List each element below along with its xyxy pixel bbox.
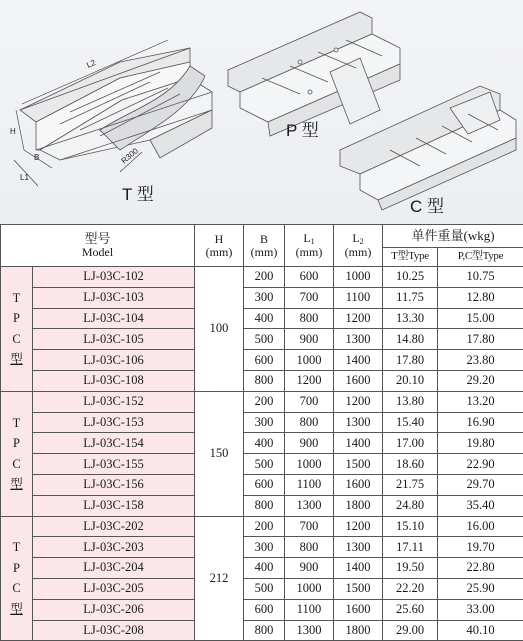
table-row bbox=[1, 370, 523, 391]
weight-pc-cell: 29.20 bbox=[438, 370, 523, 391]
table-row bbox=[1, 308, 523, 329]
l1-cell: 900 bbox=[285, 329, 334, 350]
l1-cell: 1000 bbox=[285, 350, 334, 371]
l2-cell: 1800 bbox=[334, 620, 383, 641]
model-cell: LJ-03C-205 bbox=[33, 578, 195, 599]
weight-pc-cell: 29.70 bbox=[438, 474, 523, 495]
type-char: C bbox=[1, 329, 32, 350]
header-l1-label: L bbox=[303, 231, 310, 245]
l2-cell: 1200 bbox=[334, 516, 383, 537]
table-row bbox=[1, 391, 523, 412]
l1-cell: 1200 bbox=[285, 370, 334, 391]
weight-t-cell: 17.11 bbox=[383, 537, 438, 558]
model-cell: LJ-03C-106 bbox=[33, 350, 195, 371]
weight-pc-cell: 13.20 bbox=[438, 391, 523, 412]
table-row bbox=[1, 558, 523, 579]
weight-t-cell: 14.80 bbox=[383, 329, 438, 350]
type-char: P bbox=[1, 558, 32, 579]
b-cell: 400 bbox=[244, 308, 285, 329]
p-type-label: P 型 bbox=[286, 121, 319, 140]
header-l2-label: L bbox=[352, 231, 359, 245]
l2-cell: 1200 bbox=[334, 308, 383, 329]
weight-pc-cell: 19.70 bbox=[438, 537, 523, 558]
weight-pc-cell: 15.00 bbox=[438, 308, 523, 329]
c-type-label: C 型 bbox=[410, 197, 444, 216]
table-row bbox=[1, 454, 523, 475]
header-l1-sub: 1 bbox=[311, 237, 315, 246]
model-cell: LJ-03C-105 bbox=[33, 329, 195, 350]
header-h-label: H bbox=[195, 233, 243, 246]
type-column-cell bbox=[1, 391, 33, 516]
weight-pc-cell: 16.00 bbox=[438, 516, 523, 537]
model-cell: LJ-03C-204 bbox=[33, 558, 195, 579]
weight-pc-cell: 12.80 bbox=[438, 287, 523, 308]
b-cell: 300 bbox=[244, 287, 285, 308]
l1-cell: 1300 bbox=[285, 620, 334, 641]
model-cell: LJ-03C-102 bbox=[33, 267, 195, 288]
l1-cell: 800 bbox=[285, 412, 334, 433]
header-l1-unit: (mm) bbox=[285, 246, 333, 259]
dim-l1-label: L1 bbox=[20, 173, 29, 182]
model-cell: LJ-03C-152 bbox=[33, 391, 195, 412]
table-row bbox=[1, 267, 523, 288]
l2-cell: 1500 bbox=[334, 454, 383, 475]
type-char: T bbox=[1, 537, 32, 558]
l2-cell: 1500 bbox=[334, 578, 383, 599]
model-cell: LJ-03C-156 bbox=[33, 474, 195, 495]
b-cell: 800 bbox=[244, 370, 285, 391]
model-cell: LJ-03C-206 bbox=[33, 599, 195, 620]
model-cell: LJ-03C-108 bbox=[33, 370, 195, 391]
weight-t-cell: 24.80 bbox=[383, 495, 438, 516]
b-cell: 500 bbox=[244, 329, 285, 350]
l1-cell: 900 bbox=[285, 558, 334, 579]
table-row bbox=[1, 599, 523, 620]
l1-cell: 1000 bbox=[285, 454, 334, 475]
header-l1 bbox=[285, 225, 334, 267]
b-cell: 400 bbox=[244, 558, 285, 579]
type-char: 型 bbox=[1, 474, 32, 495]
model-cell: LJ-03C-153 bbox=[33, 412, 195, 433]
table-row bbox=[1, 516, 523, 537]
dim-h-label: H bbox=[10, 127, 16, 136]
h-cell: 100 bbox=[195, 267, 244, 392]
weight-pc-cell: 16.90 bbox=[438, 412, 523, 433]
header-h bbox=[195, 225, 244, 267]
l2-cell: 1400 bbox=[334, 558, 383, 579]
b-cell: 200 bbox=[244, 391, 285, 412]
weight-pc-cell: 33.00 bbox=[438, 599, 523, 620]
l1-cell: 900 bbox=[285, 433, 334, 454]
model-cell: LJ-03C-154 bbox=[33, 433, 195, 454]
weight-t-cell: 10.25 bbox=[383, 267, 438, 288]
type-char: P bbox=[1, 433, 32, 454]
l2-cell: 1200 bbox=[334, 391, 383, 412]
type-char: T bbox=[1, 413, 32, 434]
b-cell: 300 bbox=[244, 412, 285, 433]
weight-t-cell: 13.80 bbox=[383, 391, 438, 412]
type-char: T bbox=[1, 288, 32, 309]
weight-t-cell: 15.10 bbox=[383, 516, 438, 537]
b-cell: 400 bbox=[244, 433, 285, 454]
weight-pc-cell: 22.80 bbox=[438, 558, 523, 579]
header-h-unit: (mm) bbox=[195, 246, 243, 259]
l1-cell: 800 bbox=[285, 537, 334, 558]
header-row-1 bbox=[1, 225, 523, 248]
h-cell: 212 bbox=[195, 516, 244, 641]
b-cell: 300 bbox=[244, 537, 285, 558]
l1-cell: 1100 bbox=[285, 474, 334, 495]
table-row bbox=[1, 620, 523, 641]
table-row bbox=[1, 433, 523, 454]
l2-cell: 1300 bbox=[334, 412, 383, 433]
b-cell: 200 bbox=[244, 516, 285, 537]
l2-cell: 1600 bbox=[334, 474, 383, 495]
type-char: C bbox=[1, 454, 32, 475]
table-row bbox=[1, 578, 523, 599]
header-model-en: Model bbox=[1, 246, 194, 259]
header-weight-pc: P,C型Type bbox=[438, 248, 523, 267]
table-row bbox=[1, 350, 523, 371]
table-row bbox=[1, 537, 523, 558]
weight-t-cell: 20.10 bbox=[383, 370, 438, 391]
weight-pc-cell: 22.90 bbox=[438, 454, 523, 475]
model-cell: LJ-03C-103 bbox=[33, 287, 195, 308]
type-char: P bbox=[1, 308, 32, 329]
spec-body bbox=[1, 267, 523, 641]
b-cell: 600 bbox=[244, 599, 285, 620]
weight-pc-cell: 10.75 bbox=[438, 267, 523, 288]
header-l2-sub: 2 bbox=[360, 237, 364, 246]
dim-b-label: B bbox=[34, 153, 39, 162]
type-char: 型 bbox=[1, 349, 32, 370]
b-cell: 500 bbox=[244, 454, 285, 475]
weight-pc-cell: 35.40 bbox=[438, 495, 523, 516]
l1-cell: 1000 bbox=[285, 578, 334, 599]
b-cell: 200 bbox=[244, 267, 285, 288]
type-char: C bbox=[1, 578, 32, 599]
weight-t-cell: 22.20 bbox=[383, 578, 438, 599]
b-cell: 800 bbox=[244, 620, 285, 641]
l2-cell: 1600 bbox=[334, 370, 383, 391]
weight-pc-cell: 23.80 bbox=[438, 350, 523, 371]
header-weight: 单件重量(wkg) bbox=[383, 225, 523, 248]
table-row bbox=[1, 287, 523, 308]
weight-t-cell: 11.75 bbox=[383, 287, 438, 308]
header-b bbox=[244, 225, 285, 267]
table-row bbox=[1, 329, 523, 350]
l1-cell: 700 bbox=[285, 391, 334, 412]
weight-t-cell: 15.40 bbox=[383, 412, 438, 433]
h-cell: 150 bbox=[195, 391, 244, 516]
header-model-cn: 型号 bbox=[1, 232, 194, 246]
type-char: 型 bbox=[1, 599, 32, 620]
l1-cell: 700 bbox=[285, 516, 334, 537]
l2-cell: 1000 bbox=[334, 267, 383, 288]
l2-cell: 1600 bbox=[334, 599, 383, 620]
weight-pc-cell: 25.90 bbox=[438, 578, 523, 599]
spec-table bbox=[0, 224, 523, 641]
l1-cell: 1300 bbox=[285, 495, 334, 516]
model-cell: LJ-03C-203 bbox=[33, 537, 195, 558]
type-column-cell bbox=[1, 516, 33, 641]
weight-t-cell: 19.50 bbox=[383, 558, 438, 579]
model-cell: LJ-03C-202 bbox=[33, 516, 195, 537]
b-cell: 600 bbox=[244, 474, 285, 495]
l2-cell: 1400 bbox=[334, 350, 383, 371]
weight-t-cell: 21.75 bbox=[383, 474, 438, 495]
model-cell: LJ-03C-104 bbox=[33, 308, 195, 329]
header-l2 bbox=[334, 225, 383, 267]
table-row bbox=[1, 412, 523, 433]
l1-cell: 600 bbox=[285, 267, 334, 288]
type-column-cell bbox=[1, 267, 33, 392]
header-weight-t: T型Type bbox=[383, 248, 438, 267]
weight-pc-cell: 17.80 bbox=[438, 329, 523, 350]
product-illustration bbox=[0, 0, 523, 224]
t-type-label: T 型 bbox=[122, 185, 154, 204]
dim-l2-label: L2 bbox=[85, 58, 97, 70]
l1-cell: 700 bbox=[285, 287, 334, 308]
t-type-drawing bbox=[20, 48, 212, 160]
b-cell: 500 bbox=[244, 578, 285, 599]
model-cell: LJ-03C-208 bbox=[33, 620, 195, 641]
weight-t-cell: 29.00 bbox=[383, 620, 438, 641]
header-l2-unit: (mm) bbox=[334, 246, 382, 259]
weight-t-cell: 18.60 bbox=[383, 454, 438, 475]
l2-cell: 1100 bbox=[334, 287, 383, 308]
l1-cell: 800 bbox=[285, 308, 334, 329]
weight-t-cell: 25.60 bbox=[383, 599, 438, 620]
header-model bbox=[1, 225, 195, 267]
model-cell: LJ-03C-158 bbox=[33, 495, 195, 516]
header-b-unit: (mm) bbox=[244, 246, 284, 259]
l1-cell: 1100 bbox=[285, 599, 334, 620]
l2-cell: 1400 bbox=[334, 433, 383, 454]
dim-r-label: R300 bbox=[120, 146, 141, 166]
weight-pc-cell: 40.10 bbox=[438, 620, 523, 641]
model-cell: LJ-03C-155 bbox=[33, 454, 195, 475]
table-row bbox=[1, 474, 523, 495]
weight-t-cell: 17.80 bbox=[383, 350, 438, 371]
b-cell: 800 bbox=[244, 495, 285, 516]
l2-cell: 1800 bbox=[334, 495, 383, 516]
weight-pc-cell: 19.80 bbox=[438, 433, 523, 454]
p-type-drawing bbox=[228, 12, 400, 136]
weight-t-cell: 17.00 bbox=[383, 433, 438, 454]
b-cell: 600 bbox=[244, 350, 285, 371]
l2-cell: 1300 bbox=[334, 537, 383, 558]
weight-t-cell: 13.30 bbox=[383, 308, 438, 329]
header-b-label: B bbox=[244, 233, 284, 246]
l2-cell: 1300 bbox=[334, 329, 383, 350]
table-row bbox=[1, 495, 523, 516]
